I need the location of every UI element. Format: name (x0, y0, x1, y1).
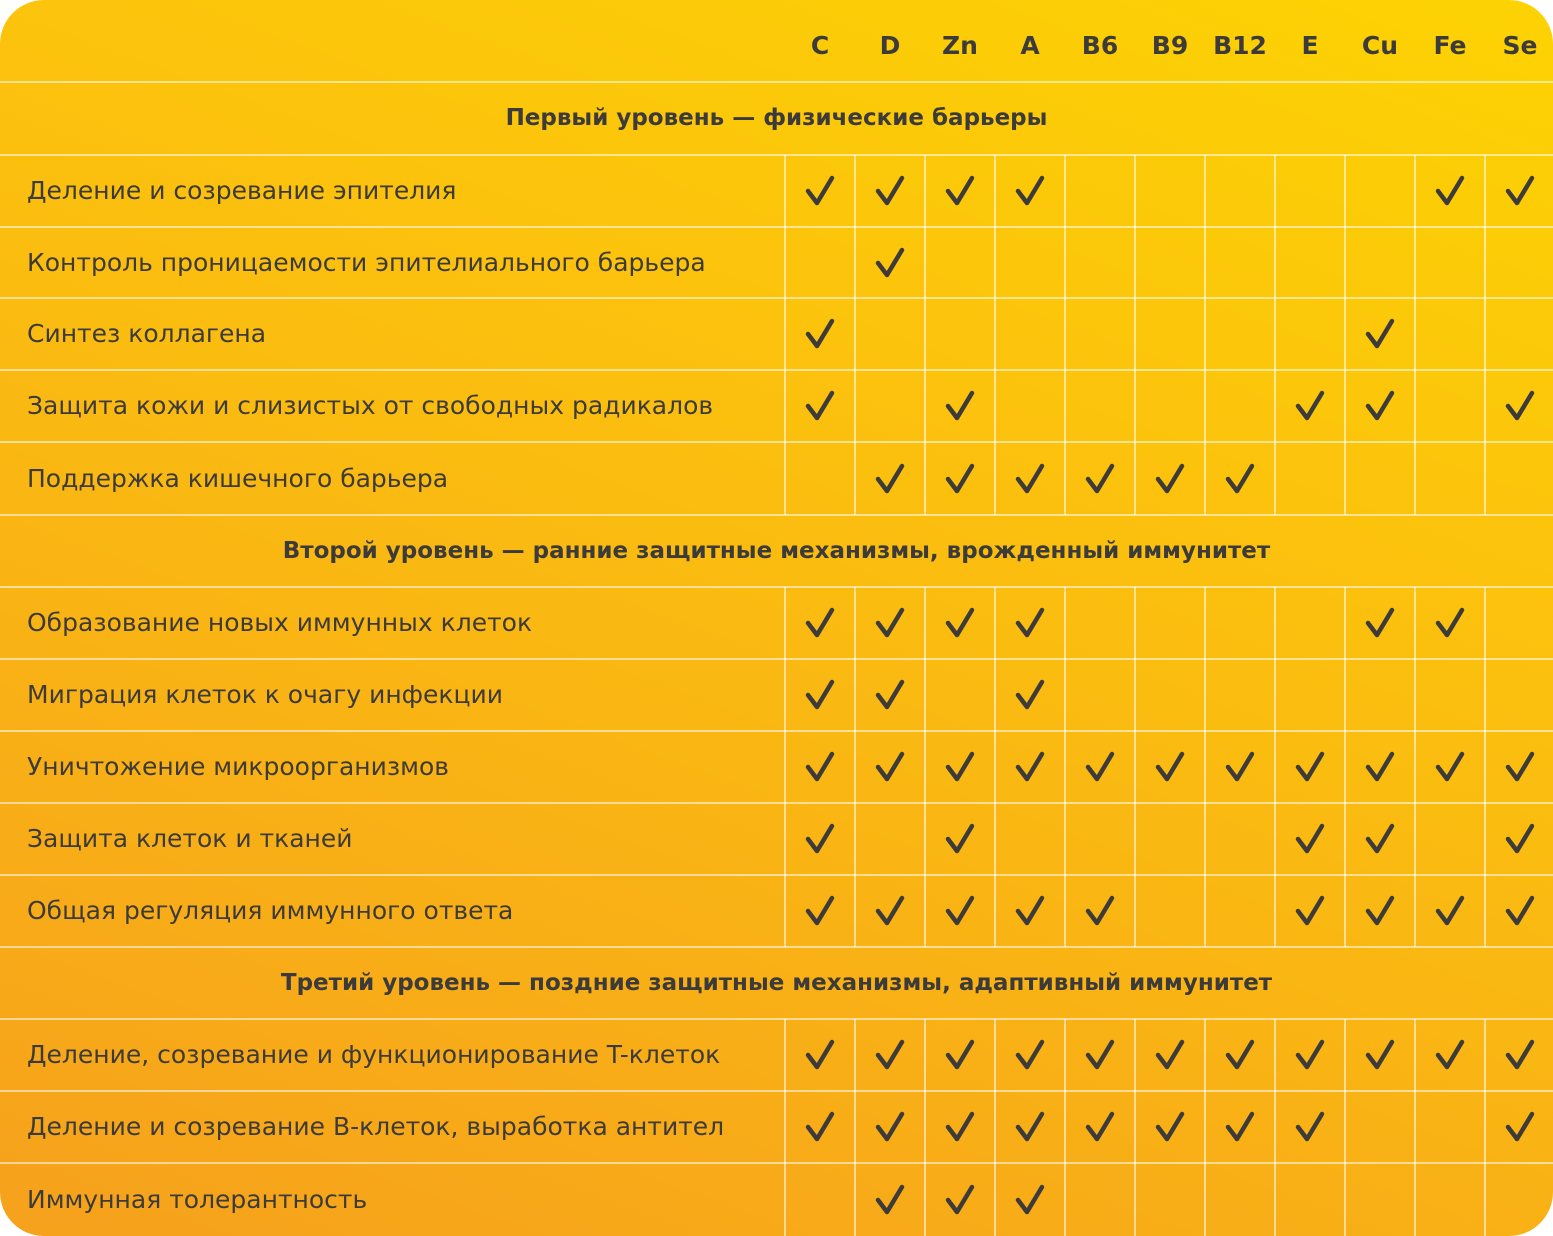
grid-vline (1344, 1019, 1346, 1236)
checkmark-icon (1224, 462, 1256, 496)
checkmark-icon (1014, 1038, 1046, 1072)
grid-vline (1134, 587, 1136, 947)
checkmark-icon (944, 1038, 976, 1072)
checkmark-icon (1224, 1038, 1256, 1072)
checkmark-icon (1294, 822, 1326, 856)
checkmark-icon (1014, 1110, 1046, 1144)
grid-vline (1414, 155, 1416, 515)
checkmark-icon (874, 246, 906, 280)
grid-vline (1204, 155, 1206, 515)
checkmark-icon (1014, 1183, 1046, 1217)
checkmark-icon (1434, 174, 1466, 208)
checkmark-icon (944, 389, 976, 423)
checkmark-icon (1014, 174, 1046, 208)
checkmark-icon (1504, 894, 1536, 928)
section-title: Первый уровень — физические барьеры (505, 105, 1048, 131)
checkmark-icon (804, 174, 836, 208)
checkmark-icon (1154, 462, 1186, 496)
checkmark-icon (1504, 1038, 1536, 1072)
checkmark-icon (874, 606, 906, 640)
checkmark-icon (1084, 750, 1116, 784)
row-label: Контроль проницаемости эпителиального барьера (27, 248, 706, 277)
grid-vline (854, 587, 856, 947)
checkmark-icon (874, 462, 906, 496)
checkmark-icon (804, 894, 836, 928)
checkmark-icon (944, 894, 976, 928)
checkmark-icon (944, 606, 976, 640)
checkmark-icon (1504, 822, 1536, 856)
row-label: Синтез коллагена (27, 319, 267, 348)
checkmark-icon (1224, 750, 1256, 784)
grid-vline (1274, 155, 1276, 515)
column-header: B6 (1081, 31, 1119, 60)
checkmark-icon (804, 1038, 836, 1072)
checkmark-icon (1084, 1110, 1116, 1144)
row-label: Поддержка кишечного барьера (27, 464, 449, 493)
checkmark-icon (804, 317, 836, 351)
column-header: Fe (1433, 31, 1467, 60)
grid-vline (854, 155, 856, 515)
checkmark-icon (944, 174, 976, 208)
checkmark-icon (1294, 894, 1326, 928)
row-label: Уничтожение микроорганизмов (27, 752, 450, 781)
checkmark-icon (1224, 1110, 1256, 1144)
grid-vline (994, 155, 996, 515)
checkmark-icon (804, 389, 836, 423)
checkmark-icon (1434, 606, 1466, 640)
row-label: Образование новых иммунных клеток (27, 608, 533, 637)
row-label: Иммунная толерантность (27, 1185, 368, 1214)
checkmark-icon (1014, 462, 1046, 496)
checkmark-icon (1364, 1038, 1396, 1072)
checkmark-icon (1294, 750, 1326, 784)
grid-vline (1134, 1019, 1136, 1236)
checkmark-icon (1504, 750, 1536, 784)
grid-vline (854, 1019, 856, 1236)
checkmark-icon (944, 1183, 976, 1217)
column-header: B12 (1213, 31, 1267, 60)
grid-vline (1204, 1019, 1206, 1236)
checkmark-icon (874, 750, 906, 784)
column-header: Se (1502, 31, 1538, 60)
checkmark-icon (874, 1183, 906, 1217)
column-header: B9 (1151, 31, 1189, 60)
checkmark-icon (1364, 750, 1396, 784)
grid-vline (1414, 587, 1416, 947)
checkmark-icon (874, 1038, 906, 1072)
grid-vline (1414, 1019, 1416, 1236)
column-header: C (810, 31, 830, 60)
checkmark-icon (944, 462, 976, 496)
checkmark-icon (804, 606, 836, 640)
section-title: Третий уровень — поздние защитные механизмы, адаптивный иммунитет (280, 970, 1273, 996)
grid-vline (1484, 587, 1486, 947)
checkmark-icon (1504, 174, 1536, 208)
checkmark-icon (944, 822, 976, 856)
checkmark-icon (944, 750, 976, 784)
checkmark-icon (1084, 462, 1116, 496)
checkmark-icon (874, 174, 906, 208)
grid-vline (1064, 1019, 1066, 1236)
grid-vline (1064, 155, 1066, 515)
checkmark-icon (1294, 1038, 1326, 1072)
checkmark-icon (1154, 1038, 1186, 1072)
grid-vline (1274, 587, 1276, 947)
checkmark-icon (1084, 1038, 1116, 1072)
checkmark-icon (944, 1110, 976, 1144)
checkmark-icon (1084, 894, 1116, 928)
grid-vline (1484, 1019, 1486, 1236)
checkmark-icon (1364, 894, 1396, 928)
checkmark-icon (804, 750, 836, 784)
grid-vline (994, 587, 996, 947)
checkmark-icon (1014, 750, 1046, 784)
grid-vline (1274, 1019, 1276, 1236)
grid-vline (1484, 155, 1486, 515)
checkmark-icon (1294, 1110, 1326, 1144)
column-header: D (879, 31, 901, 60)
grid-vline (924, 587, 926, 947)
grid-vline (994, 1019, 996, 1236)
row-label: Общая регуляция иммунного ответа (27, 896, 514, 925)
row-label: Деление, созревание и функционирование T-клеток (27, 1040, 721, 1069)
checkmark-icon (1434, 1038, 1466, 1072)
checkmark-icon (1364, 606, 1396, 640)
checkmark-icon (1364, 389, 1396, 423)
checkmark-icon (1014, 894, 1046, 928)
column-header: E (1301, 31, 1319, 60)
checkmark-icon (1154, 1110, 1186, 1144)
column-header: A (1020, 31, 1040, 60)
grid-vline (1134, 155, 1136, 515)
checkmark-icon (1014, 606, 1046, 640)
checkmark-icon (874, 678, 906, 712)
row-label: Защита кожи и слизистых от свободных радикалов (27, 391, 714, 420)
checkmark-icon (1154, 750, 1186, 784)
row-label: Деление и созревание B-клеток, выработка антител (27, 1112, 725, 1141)
checkmark-icon (1434, 894, 1466, 928)
row-label: Защита клеток и тканей (27, 824, 353, 853)
row-label: Деление и созревание эпителия (27, 176, 457, 205)
checkmark-icon (1364, 822, 1396, 856)
checkmark-icon (804, 1110, 836, 1144)
checkmark-icon (1014, 678, 1046, 712)
checkmark-icon (1434, 750, 1466, 784)
checkmark-icon (1504, 1110, 1536, 1144)
row-label: Миграция клеток к очагу инфекции (27, 680, 504, 709)
grid-vline (1064, 587, 1066, 947)
checkmark-icon (804, 822, 836, 856)
column-header: Cu (1361, 31, 1399, 60)
checkmark-icon (804, 678, 836, 712)
grid-vline (1204, 587, 1206, 947)
grid-vline (924, 155, 926, 515)
checkmark-icon (874, 894, 906, 928)
checkmark-icon (1294, 389, 1326, 423)
section-title: Второй уровень — ранние защитные механизмы, врожденный иммунитет (282, 538, 1271, 564)
checkmark-icon (874, 1110, 906, 1144)
checkmark-icon (1364, 317, 1396, 351)
column-header: Zn (942, 31, 978, 60)
checkmark-icon (1504, 389, 1536, 423)
grid-vline (1344, 587, 1346, 947)
grid-vline (1344, 155, 1346, 515)
grid-vline (924, 1019, 926, 1236)
